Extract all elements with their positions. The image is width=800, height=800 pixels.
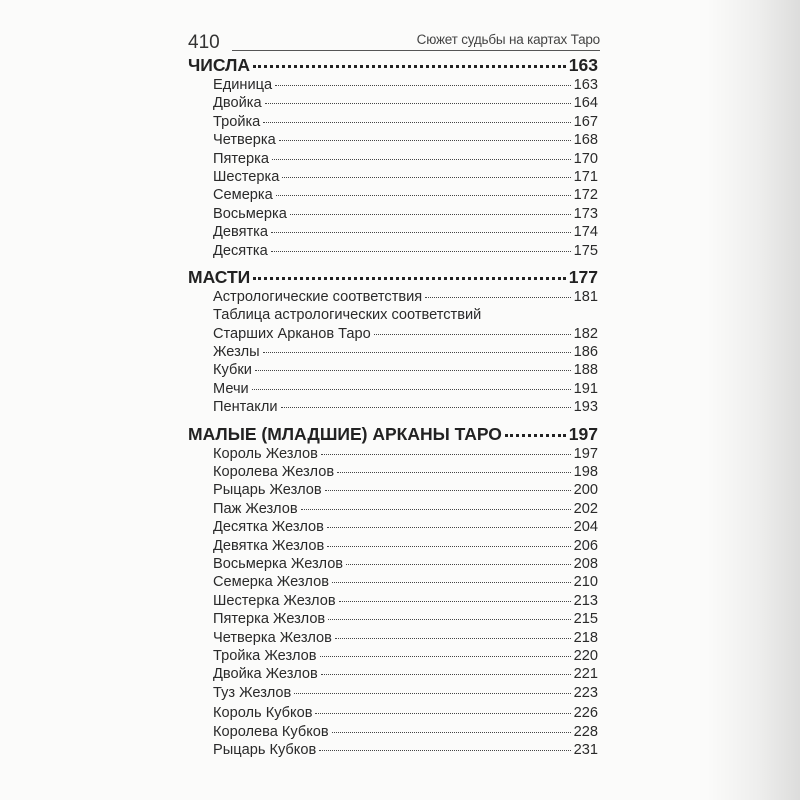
entry-title: Король Жезлов (213, 445, 318, 462)
toc-entry (188, 610, 598, 628)
entry-page: 170 (573, 150, 598, 167)
entry-page: 173 (573, 205, 598, 222)
toc-entry (188, 704, 598, 722)
entry-title: Шестерка (213, 168, 280, 185)
entry-page: 182 (573, 325, 598, 342)
entry-page: 208 (573, 555, 598, 572)
entry-page: 215 (573, 611, 598, 628)
toc-entry (188, 223, 598, 241)
dot-leader (252, 389, 571, 390)
toc-entry (188, 555, 598, 573)
entry-title: Единица (213, 77, 273, 93)
dot-leader (263, 122, 570, 123)
header-rule (232, 50, 600, 51)
entry-title: Двойка (213, 95, 262, 112)
dot-leader (276, 195, 571, 196)
entry-title: Паж Жезлов (213, 500, 298, 517)
toc-entry (188, 76, 598, 94)
entry-title: Рыцарь Кубков (213, 741, 317, 758)
dot-leader (319, 750, 570, 751)
section-title: МАСТИ (188, 266, 251, 287)
dot-leader (337, 472, 571, 473)
toc-section-heading (188, 266, 598, 288)
entry-title: Жезлы (213, 344, 260, 361)
section-page: 177 (568, 266, 598, 287)
entry-page: 213 (573, 592, 598, 609)
entry-title: Восьмерка Жезлов (213, 555, 344, 572)
dot-leader (325, 490, 571, 491)
entry-page: 223 (573, 684, 598, 701)
toc-entry (188, 131, 598, 149)
entry-page: 191 (573, 380, 598, 397)
toc-entry (188, 242, 598, 260)
dot-leader (320, 656, 571, 657)
dot-leader (339, 601, 571, 602)
toc-entry (188, 647, 598, 665)
page-shadow (630, 0, 800, 800)
dot-leader (346, 564, 571, 565)
entry-title: Двойка Жезлов (213, 666, 318, 683)
entry-title: Шестерка Жезлов (213, 592, 336, 609)
toc-entry (188, 463, 598, 481)
entry-title: Девятка Жезлов (213, 537, 325, 554)
dot-leader (335, 638, 571, 639)
entry-page: 171 (573, 168, 598, 185)
entry-title: Тройка (213, 113, 261, 130)
dot-leader (279, 140, 571, 141)
table-of-contents (188, 54, 598, 759)
dot-leader (263, 352, 571, 353)
toc-entry (188, 723, 598, 741)
dot-leader (275, 85, 571, 86)
dot-leader (271, 251, 571, 252)
toc-entry (188, 684, 598, 702)
dot-leader (281, 407, 571, 408)
entry-page: 198 (573, 464, 598, 481)
entry-page: 163 (573, 77, 598, 93)
dot-leader (374, 334, 571, 335)
dot-leader (315, 713, 570, 714)
dot-leader (505, 434, 566, 437)
toc-entry (188, 398, 598, 416)
entry-title: Старших Арканов Таро (213, 325, 371, 342)
entry-page: 202 (573, 500, 598, 517)
entry-page: 172 (573, 187, 598, 204)
dot-leader (265, 103, 571, 104)
entry-page: 220 (573, 647, 598, 664)
entry-page: 188 (573, 362, 598, 379)
toc-entry (188, 288, 598, 306)
entry-page: 168 (573, 132, 598, 149)
entry-page: 226 (573, 705, 598, 722)
entry-page: 197 (573, 445, 598, 462)
entry-page: 204 (573, 519, 598, 536)
dot-leader (327, 527, 571, 528)
entry-title: Король Кубков (213, 705, 313, 722)
entry-title: Семерка (213, 187, 273, 204)
dot-leader (253, 65, 566, 68)
entry-title: Рыцарь Жезлов (213, 482, 322, 499)
toc-entry (188, 94, 598, 112)
toc-entry (188, 445, 598, 463)
toc-entry (188, 665, 598, 683)
toc-entry (188, 518, 598, 536)
page-number: 410 (188, 32, 220, 53)
section-page: 197 (568, 423, 598, 444)
entry-page: 231 (573, 741, 598, 758)
entry-title: Астрологические соответствия (213, 288, 423, 305)
entry-title: Мечи (213, 380, 249, 397)
dot-leader (255, 370, 571, 371)
entry-page: 167 (573, 113, 598, 130)
entry-page: 206 (573, 537, 598, 554)
toc-entry (188, 150, 598, 168)
entry-page: 174 (573, 224, 598, 241)
toc-entry (188, 629, 598, 647)
dot-leader (272, 159, 571, 160)
toc-entry (188, 537, 598, 555)
entry-page: 218 (573, 629, 598, 646)
dot-leader (332, 582, 571, 583)
entry-page: 181 (573, 288, 598, 305)
entry-page: 186 (573, 344, 598, 361)
toc-entry (188, 741, 598, 759)
toc-section-heading (188, 423, 598, 445)
toc-entry (188, 168, 598, 186)
entry-page: 221 (573, 666, 598, 683)
entry-title: Девятка (213, 224, 268, 241)
dot-leader (321, 454, 571, 455)
entry-title: Четверка (213, 132, 276, 149)
entry-page: 200 (573, 482, 598, 499)
toc-entry (188, 186, 598, 204)
toc-entry (188, 306, 598, 324)
entry-page: 175 (573, 242, 598, 259)
toc-entry (188, 500, 598, 518)
dot-leader (271, 232, 571, 233)
entry-title: Туз Жезлов (213, 684, 292, 701)
toc-entry (188, 113, 598, 131)
entry-page: 228 (573, 723, 598, 740)
dot-leader (328, 619, 570, 620)
toc-section-heading (188, 54, 598, 76)
entry-page: 210 (573, 574, 598, 591)
dot-leader (282, 177, 570, 178)
entry-title: Пентакли (213, 399, 278, 416)
running-title: Сюжет судьбы на картах Таро (416, 32, 600, 47)
toc-entry (188, 325, 598, 343)
dot-leader (425, 297, 570, 298)
running-header (188, 30, 600, 54)
entry-title: Восьмерка (213, 205, 287, 222)
entry-title: Королева Кубков (213, 723, 329, 740)
toc-entry (188, 573, 598, 591)
toc-entry (188, 205, 598, 223)
section-page: 163 (568, 55, 598, 75)
dot-leader (253, 277, 566, 280)
toc-entry (188, 361, 598, 379)
entry-title: Королева Жезлов (213, 464, 335, 481)
dot-leader (332, 732, 571, 733)
dot-leader (294, 693, 570, 694)
dot-leader (301, 509, 571, 510)
dot-leader (321, 674, 571, 675)
entry-title: Таблица астрологических соответствий (213, 307, 482, 324)
entry-title: Семерка Жезлов (213, 574, 329, 591)
entry-page: 164 (573, 95, 598, 112)
toc-entry (188, 481, 598, 499)
entry-title: Четверка Жезлов (213, 629, 332, 646)
dot-leader (290, 214, 571, 215)
entry-title: Десятка Жезлов (213, 519, 324, 536)
toc-entry (188, 380, 598, 398)
toc-entry (188, 592, 598, 610)
entry-title: Пятерка Жезлов (213, 611, 326, 628)
section-title: МАЛЫЕ (МЛАДШИЕ) АРКАНЫ ТАРО (188, 423, 502, 444)
toc-entry (188, 343, 598, 361)
entry-title: Десятка (213, 242, 268, 259)
entry-title: Пятерка (213, 150, 269, 167)
entry-title: Кубки (213, 362, 252, 379)
entry-page: 193 (573, 399, 598, 416)
section-title: ЧИСЛА (188, 55, 250, 75)
entry-title: Тройка Жезлов (213, 647, 317, 664)
dot-leader (327, 546, 570, 547)
